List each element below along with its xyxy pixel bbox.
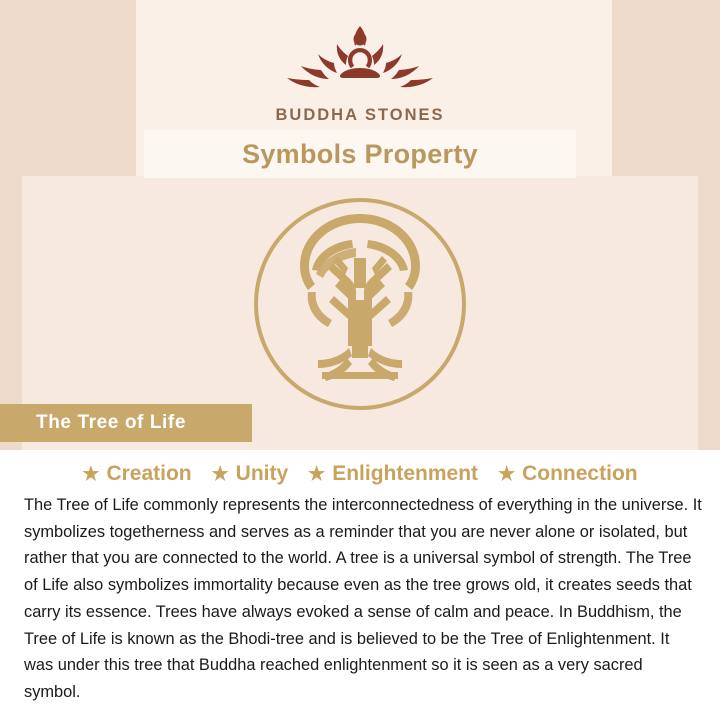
keyword-label: Unity [235,462,289,485]
keyword-label: Enlightenment [332,462,479,485]
keyword-label: Connection [522,462,638,485]
keyword-item [308,462,478,486]
keyword-item [212,462,289,486]
brand-name: BUDDHA STONES [275,106,445,124]
star-icon: ★ [211,463,229,485]
star-icon: ★ [498,463,516,485]
description-paragraph: The Tree of Life commonly represents the interconnectedness of everything in the universe. It symbolizes togetherness and serves as a reminder that you are never alone or isolated, but rather that you are connected to the world. A tree is a universal symbol of strength. The Tree of Life also symbolizes immortality because even as the tree grows old, it creates seeds that carry its essence. Trees have always evoked a sense of calm and peace. In Buddhism, the Tree of Life is known as the Bhodi-tree and is believed to be the Tree of Enlightenment. It was under this tree that Buddha reached enlightenment so it is seen as a very sacred symbol. [24,496,702,702]
brand-logo [0,22,720,125]
keyword-item [82,462,191,486]
keyword-row [0,462,720,486]
tree-of-life-emblem [252,196,468,417]
title-plaque [144,130,576,178]
tree-of-life-icon [252,196,468,412]
section-ribbon [0,404,252,442]
page-title: Symbols Property [242,138,478,169]
right-band [698,176,720,450]
star-icon: ★ [82,463,100,485]
lotus-meditation-figure-icon [285,22,435,100]
ribbon-label: The Tree of Life [36,412,187,433]
star-icon: ★ [308,463,326,485]
keyword-label: Creation [106,462,192,485]
keyword-item [498,462,638,486]
